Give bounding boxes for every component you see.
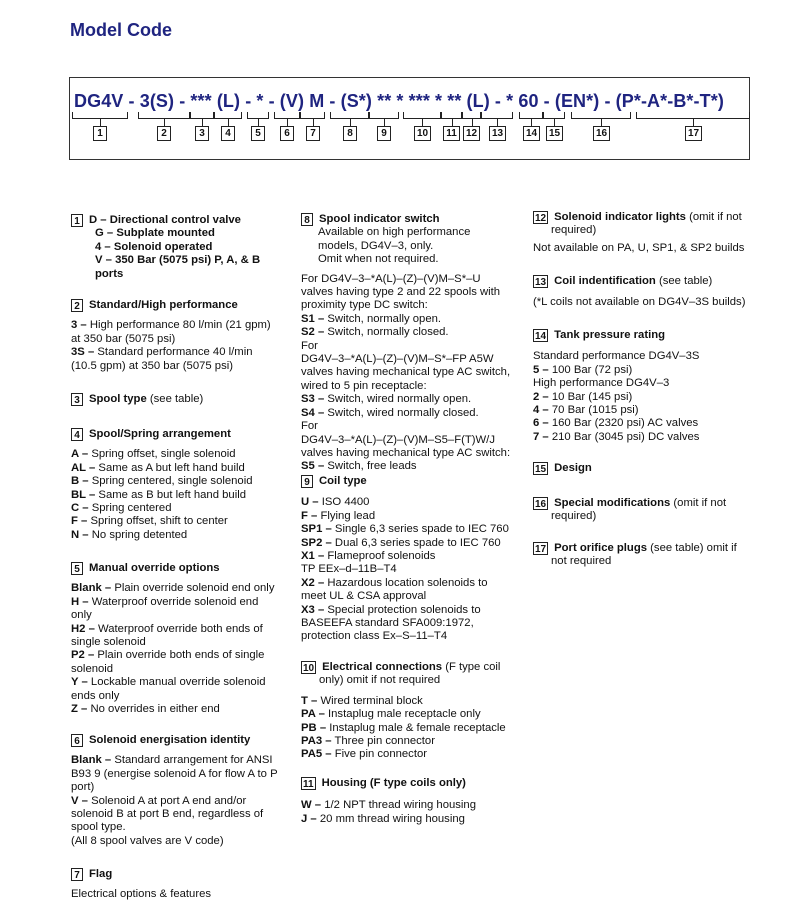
item-code: Y – <box>71 676 88 689</box>
item-text: TP EEx–d–11B–T4 <box>301 563 397 576</box>
section-9-items <box>301 496 529 643</box>
position-number-box: 15 <box>546 126 563 141</box>
list-item: 1 D – Directional control valve <box>71 214 296 227</box>
item-code: AL – <box>71 461 96 474</box>
list-item <box>301 735 529 748</box>
item-code: 4 – <box>533 404 549 417</box>
item-code: C – <box>71 502 89 515</box>
position-number-box: 14 <box>523 126 540 141</box>
list-item <box>533 431 783 444</box>
list-item <box>301 590 529 603</box>
list-item <box>301 510 529 523</box>
item-text: No spring detented <box>91 528 188 541</box>
text-line: Available on high performance <box>318 226 471 239</box>
section-3: 3 Spool type (see table) <box>71 393 296 406</box>
list-item <box>71 768 296 781</box>
item-code: H2 – <box>71 622 95 635</box>
list-item: G – Subplate mounted <box>95 227 215 240</box>
item-text: Switch, wired normally open. <box>327 393 472 406</box>
text-line: For <box>301 420 318 433</box>
item-code: T – <box>301 694 318 707</box>
section-17: 17 Port orifice plugs (see table) omit if not required <box>535 542 737 568</box>
item-text: Single 6,3 series spade to IEC 760 <box>334 523 509 536</box>
list-item <box>301 523 529 536</box>
item-text: only <box>71 609 92 622</box>
section-title: Flag <box>89 868 113 880</box>
item-code: PA3 – <box>301 735 332 748</box>
item-code: S4 – <box>301 406 325 419</box>
section-1-items <box>71 214 296 281</box>
list-item <box>301 326 529 339</box>
section-13: 13 Coil indentification (see table) (*L coils not available on DG4V–3S builds) <box>533 275 746 309</box>
bracket <box>481 112 513 119</box>
bracket-stem <box>228 119 229 126</box>
item-text: Switch, normally open. <box>327 312 442 325</box>
list-item <box>71 489 296 502</box>
list-item <box>301 393 529 406</box>
position-number-box: 4 <box>221 126 235 141</box>
list-item <box>301 813 529 826</box>
list-item <box>71 781 296 794</box>
bracket <box>300 112 325 119</box>
item-text: Plain override both ends of single <box>97 649 265 662</box>
bracket <box>403 112 441 119</box>
list-item <box>71 754 296 767</box>
item-text: Instaplug male & female receptacle <box>329 721 506 734</box>
text-line: valves having mechanical type AC switch: <box>301 446 511 459</box>
list-item <box>301 617 529 630</box>
list-item <box>71 462 296 475</box>
bracket-stem <box>452 119 453 126</box>
item-code: U – <box>301 496 319 509</box>
bracket-stem <box>202 119 203 126</box>
item-text: Instaplug male receptacle only <box>328 708 481 721</box>
list-item <box>301 563 529 576</box>
section-title: Special modifications <box>554 497 671 509</box>
list-item <box>301 695 529 708</box>
item-text: Spring centered <box>91 502 172 515</box>
list-item <box>71 515 296 528</box>
bracket <box>274 112 300 119</box>
list-item <box>71 529 296 542</box>
item-code: SP1 – <box>301 523 332 536</box>
position-number-box: 9 <box>377 126 391 141</box>
section-1 <box>71 214 296 281</box>
item-code: PB – <box>301 721 327 734</box>
item-text: Same as B but left hand build <box>98 488 247 501</box>
item-code: BL – <box>71 488 96 501</box>
section-11: 11 Housing (F type coils only) W – 1/2 NPT thread wiring housing J – 20 mm thread wiring housing <box>301 777 529 826</box>
list-item <box>301 630 529 643</box>
bracket-stem <box>531 119 532 126</box>
section-title: Design <box>554 462 592 474</box>
section-title: Coil indentification <box>554 275 656 287</box>
position-number-box: 11 <box>443 126 460 141</box>
list-item <box>301 313 529 326</box>
item-text: Flameproof solenoids <box>327 550 436 563</box>
list-item <box>301 460 529 473</box>
list-item <box>533 364 783 377</box>
text-line: valves having mechanical type AC switch, <box>301 366 511 379</box>
list-item <box>71 649 296 662</box>
list-item: ports <box>95 267 124 280</box>
section-14: 14 Tank pressure rating Standard performance DG4V–3S 5 – 100 Bar (72 psi) High performance DG4V–3 2 – 10 Bar (145 psi) 4 – 70 Bar (1015 psi) 6 – 160 Bar (2320 psi) AC valves 7 – 210 Bar (3045 psi) DC valves <box>533 329 783 444</box>
position-number-box: 13 <box>489 126 506 141</box>
list-item <box>301 708 529 721</box>
section-16: 16 Special modifications (omit if not required) <box>535 497 727 523</box>
position-number-box: 17 <box>685 126 702 141</box>
list-item <box>71 703 296 716</box>
list-item <box>71 821 296 834</box>
section-11-items <box>301 799 529 826</box>
item-text: Wired terminal block <box>320 694 423 707</box>
bracket-stem <box>497 119 498 126</box>
item-text: Three pin connector <box>334 735 435 748</box>
item-text: Switch, wired normally closed. <box>327 406 479 419</box>
item-text: Spring centered, single solenoid <box>91 475 253 488</box>
bracket-stem <box>164 119 165 126</box>
position-number-box: 5 <box>251 126 265 141</box>
position-number-box: 1 <box>93 126 107 141</box>
list-item <box>71 623 296 636</box>
bracket <box>138 112 190 119</box>
section-8-items <box>301 226 529 473</box>
item-code: B – <box>71 475 89 488</box>
position-number-box: 16 <box>593 126 610 141</box>
item-text: Same as A but left hand build <box>98 461 245 474</box>
item-text: protection class Ex–S–11–T4 <box>301 630 448 643</box>
item-text: meet UL & CSA approval <box>301 590 427 603</box>
section-title: Spool type <box>89 393 147 405</box>
text-line: DG4V–3–*A(L)–(Z)–(V)M–S5–F(T)W/J <box>301 433 495 446</box>
position-number-box: 8 <box>343 126 357 141</box>
bracket <box>247 112 269 119</box>
item-text: ends only <box>71 689 120 702</box>
item-text: 210 Bar (3045 psi) DC valves <box>551 430 700 443</box>
list-item <box>301 407 529 420</box>
item-text: spool type. <box>71 821 126 834</box>
item-text: Hazardous location solenoids to <box>327 576 488 589</box>
section-15: 15 Design <box>535 462 592 475</box>
list-item <box>533 404 783 417</box>
item-text: Solenoid A at port A end and/or <box>91 794 247 807</box>
section-5-items <box>71 582 296 716</box>
item-text: BASEEFA standard SFA009:1972, <box>301 617 474 630</box>
item-text: Switch, free leads <box>327 460 417 473</box>
bracket <box>214 112 242 119</box>
bracket <box>330 112 369 119</box>
bracket <box>571 112 631 119</box>
item-text: Waterproof override solenoid end <box>91 595 259 608</box>
list-item <box>71 835 296 848</box>
item-code: J – <box>301 812 317 825</box>
section-title: Spool indicator switch <box>319 213 440 225</box>
item-code: H – <box>71 595 89 608</box>
item-text: 70 Bar (1015 psi) <box>551 404 639 417</box>
bracket <box>636 112 750 119</box>
item-code: Blank – <box>71 582 112 595</box>
section-title: Solenoid energisation identity <box>89 734 251 746</box>
text-line: models, DG4V–3, only. <box>318 239 434 252</box>
intro <box>301 226 529 266</box>
bracket <box>519 112 543 119</box>
list-item <box>301 577 529 590</box>
bracket <box>462 112 481 119</box>
item-text: 10 Bar (145 psi) <box>551 390 633 403</box>
list-item <box>71 676 296 689</box>
bracket <box>190 112 214 119</box>
section-title: Manual override options <box>89 562 220 574</box>
list-item <box>533 391 783 404</box>
section-title: Electrical connections <box>322 661 443 673</box>
list-item <box>301 722 529 735</box>
item-text: 1/2 NPT thread wiring housing <box>324 799 476 812</box>
text-line: Omit when not required. <box>318 253 439 266</box>
list-item <box>301 604 529 617</box>
section-10-items <box>301 695 529 762</box>
list-item: V – 350 Bar (5075 psi) P, A, & B <box>95 254 261 267</box>
list-item <box>301 550 529 563</box>
section-2: 2 Standard/High performance 3 – High performance 80 l/min (21 gpm) at 350 bar (5075 psi) 3S – Standard performance 40 l/min (10.5 gpm) at 350 bar (5075 psi) <box>71 299 271 372</box>
section-8: 8 Spool indicator switch Available on high performance models, DG4V–3, only. Omit when not required. For DG4V–3–*A(L)–(Z)–(V)M–S*–U valves having type 2 and 22 spools with proximity type DC switch: S1 – Switch, normally open. S2 – Switch, normally closed. For DG4V–3–*A(L)–(Z)–(V)M–S*–FP A5W valves having mechanical type AC switch, wired to 5 pin receptacle: S3 – Switch, wired normally open. S4 – Switch, wired normally closed. For DG4V–3–*A(L)–(Z)–(V)M–S5–F(T)W/J valves having mechanical type AC switch: S5 – Switch, free leads <box>301 213 529 474</box>
item-code: P2 – <box>71 649 95 662</box>
bracket-stem <box>693 119 694 126</box>
section-9: 9 Coil type U – ISO 4400 F – Flying lead SP1 – Single 6,3 series spade to IEC 760 SP2 – Dual 6,3 series spade to IEC 760 X1 – Flameproof solenoids TP EEx–d–11B–T4 X2 – Hazardous location solenoids to meet UL & CSA approval X3 – Special protection solenoids to BASEEFA standard SFA009:1972, protection class Ex–S–11–T4 <box>301 475 529 644</box>
list-item <box>71 795 296 808</box>
position-number-box: 2 <box>157 126 171 141</box>
list-item <box>71 475 296 488</box>
list-item <box>301 748 529 761</box>
bracket-stem <box>422 119 423 126</box>
item-code: W – <box>301 799 322 812</box>
item-code: X2 – <box>301 576 325 589</box>
list-item <box>71 609 296 622</box>
section-number: 1 <box>71 214 83 227</box>
bracket-stem <box>601 119 602 126</box>
bracket-stem <box>384 119 385 126</box>
section-10: 10 Electrical connections (F type coil only) omit if not required T – Wired terminal block PA – Instaplug male receptacle only PB – Instaplug male & female receptacle PA3 – Three pin connector PA5 – Five pin connector <box>301 661 529 762</box>
list-item <box>301 799 529 812</box>
item-text: ISO 4400 <box>321 496 370 509</box>
item-text: Lockable manual override solenoid <box>90 676 266 689</box>
section-title: Standard/High performance <box>89 299 238 311</box>
text-line: proximity type DC switch: <box>301 299 428 312</box>
section-14-items-high <box>533 391 783 445</box>
item-text: Flying lead <box>320 509 376 522</box>
item-code: 2 – <box>533 390 549 403</box>
item-code: N – <box>71 528 89 541</box>
section-6-items <box>71 754 296 848</box>
item-text: 160 Bar (2320 psi) AC valves <box>551 417 699 430</box>
section-title: Spool/Spring arrangement <box>89 428 231 440</box>
list-item <box>71 582 296 595</box>
item-code: S2 – <box>301 326 325 339</box>
text-line: DG4V–3–*A(L)–(Z)–(V)M–S*–FP A5W <box>301 353 494 366</box>
section-5: 5 Manual override options Blank – Plain override solenoid end only H – Waterproof override solenoid end only H2 – Waterproof override both ends of single solenoid P2 – Plain override both ends of single solenoid Y – Lockable manual override solenoid ends only Z – No overrides in either end <box>71 562 296 716</box>
list-item: 4 – Solenoid operated <box>95 240 213 253</box>
section-4-items <box>71 448 296 542</box>
position-number-box: 6 <box>280 126 294 141</box>
bracket <box>72 112 128 119</box>
list-item <box>71 502 296 515</box>
item-text: 20 mm thread wiring housing <box>319 812 465 825</box>
model-code-string: DG4V - 3(S) - *** (L) - * - (V) M - (S*) ** * *** * ** (L) - * 60 - (EN*) - (P*-A*-B*-T*) <box>74 91 724 111</box>
text-line: wired to 5 pin receptacle: <box>301 379 427 392</box>
list-item <box>71 808 296 821</box>
section-6: 6 Solenoid energisation identity Blank – Standard arrangement for ANSI B93 9 (energise solenoid A for flow A to P port) V – Solenoid A at port A end and/or solenoid B at port B end, regardless of spool type. (All 8 spool valves are V code) <box>71 734 296 848</box>
item-text: (All 8 spool valves are V code) <box>71 834 224 847</box>
item-code: PA – <box>301 708 325 721</box>
section-7: 7 Flag Electrical options & features <box>71 868 212 901</box>
bracket-stem <box>258 119 259 126</box>
list-item <box>71 636 296 649</box>
item-text: solenoid B at port B end, regardless of <box>71 808 264 821</box>
item-code: A – <box>71 448 89 461</box>
section-4: 4 Spool/Spring arrangement A – Spring offset, single solenoid AL – Same as A but left hand build B – Spring centered, single solenoid BL – Same as B but left hand build C – Spring centered F – Spring offset, shift to center N – No spring detented <box>71 428 296 542</box>
bracket-stem <box>313 119 314 126</box>
text-line: valves having type 2 and 22 spools with <box>301 286 501 299</box>
position-number-box: 12 <box>463 126 480 141</box>
item-text: Switch, normally closed. <box>327 326 449 339</box>
bracket-stem <box>100 119 101 126</box>
position-number-box: 3 <box>195 126 209 141</box>
item-code: 6 – <box>533 417 549 430</box>
item-text: Special protection solenoids to <box>327 603 481 616</box>
list-item <box>71 663 296 676</box>
item-text: 100 Bar (72 psi) <box>551 363 633 376</box>
item-text: No overrides in either end <box>90 703 220 716</box>
bracket-stem <box>350 119 351 126</box>
text-line: For DG4V–3–*A(L)–(Z)–(V)M–S*–U <box>301 272 481 285</box>
section-14-items-standard <box>533 364 783 377</box>
bracket <box>369 112 399 119</box>
item-code: Z – <box>71 703 88 716</box>
section-12: 12 Solenoid indicator lights (omit if not required) Not available on PA, U, SP1, & SP2 builds <box>533 211 745 254</box>
section-title: Tank pressure rating <box>554 329 666 341</box>
list-item <box>71 690 296 703</box>
bracket-stem <box>472 119 473 126</box>
text-line: For <box>301 339 318 352</box>
item-code: S1 – <box>301 312 325 325</box>
list-item <box>301 496 529 509</box>
item-text: solenoid <box>71 662 114 675</box>
item-code: F – <box>71 515 88 528</box>
item-text: Plain override solenoid end only <box>114 582 275 595</box>
bracket-stem <box>554 119 555 126</box>
item-code: S5 – <box>301 460 325 473</box>
section-title: Solenoid indicator lights <box>554 211 686 223</box>
list-item <box>71 448 296 461</box>
item-text: port) <box>71 781 95 794</box>
item-text: Spring offset, shift to center <box>90 515 228 528</box>
list-item <box>533 417 783 430</box>
item-text: Dual 6,3 series spade to IEC 760 <box>334 536 501 549</box>
item-code: 7 – <box>533 430 549 443</box>
list-item <box>301 537 529 550</box>
item-code: S3 – <box>301 393 325 406</box>
item-code: V – <box>71 794 88 807</box>
item-text: Standard arrangement for ANSI <box>114 754 273 767</box>
item-code: Blank – <box>71 754 112 767</box>
item-text: single solenoid <box>71 636 146 649</box>
item-text: Five pin connector <box>334 748 428 761</box>
item-code: F – <box>301 509 318 522</box>
item-text: Spring offset, single solenoid <box>91 448 236 461</box>
section-title: Housing (F type coils only) <box>321 777 466 789</box>
item-code: X1 – <box>301 550 325 563</box>
item-code: 5 – <box>533 363 549 376</box>
item-code: PA5 – <box>301 748 332 761</box>
bracket <box>441 112 462 119</box>
position-number-box: 7 <box>306 126 320 141</box>
page-title: Model Code <box>70 20 172 40</box>
section-title: Port orifice plugs <box>554 542 648 554</box>
item-code: SP2 – <box>301 536 332 549</box>
position-number-box: 10 <box>414 126 431 141</box>
section-number: 2 <box>71 299 83 312</box>
item-text: Waterproof override both ends of <box>98 622 263 635</box>
bracket <box>543 112 565 119</box>
bracket-stem <box>287 119 288 126</box>
item-text: B93 9 (energise solenoid A for flow A to P <box>71 767 278 780</box>
item-code: X3 – <box>301 603 325 616</box>
list-item <box>71 596 296 609</box>
section-title: Coil type <box>319 475 367 487</box>
